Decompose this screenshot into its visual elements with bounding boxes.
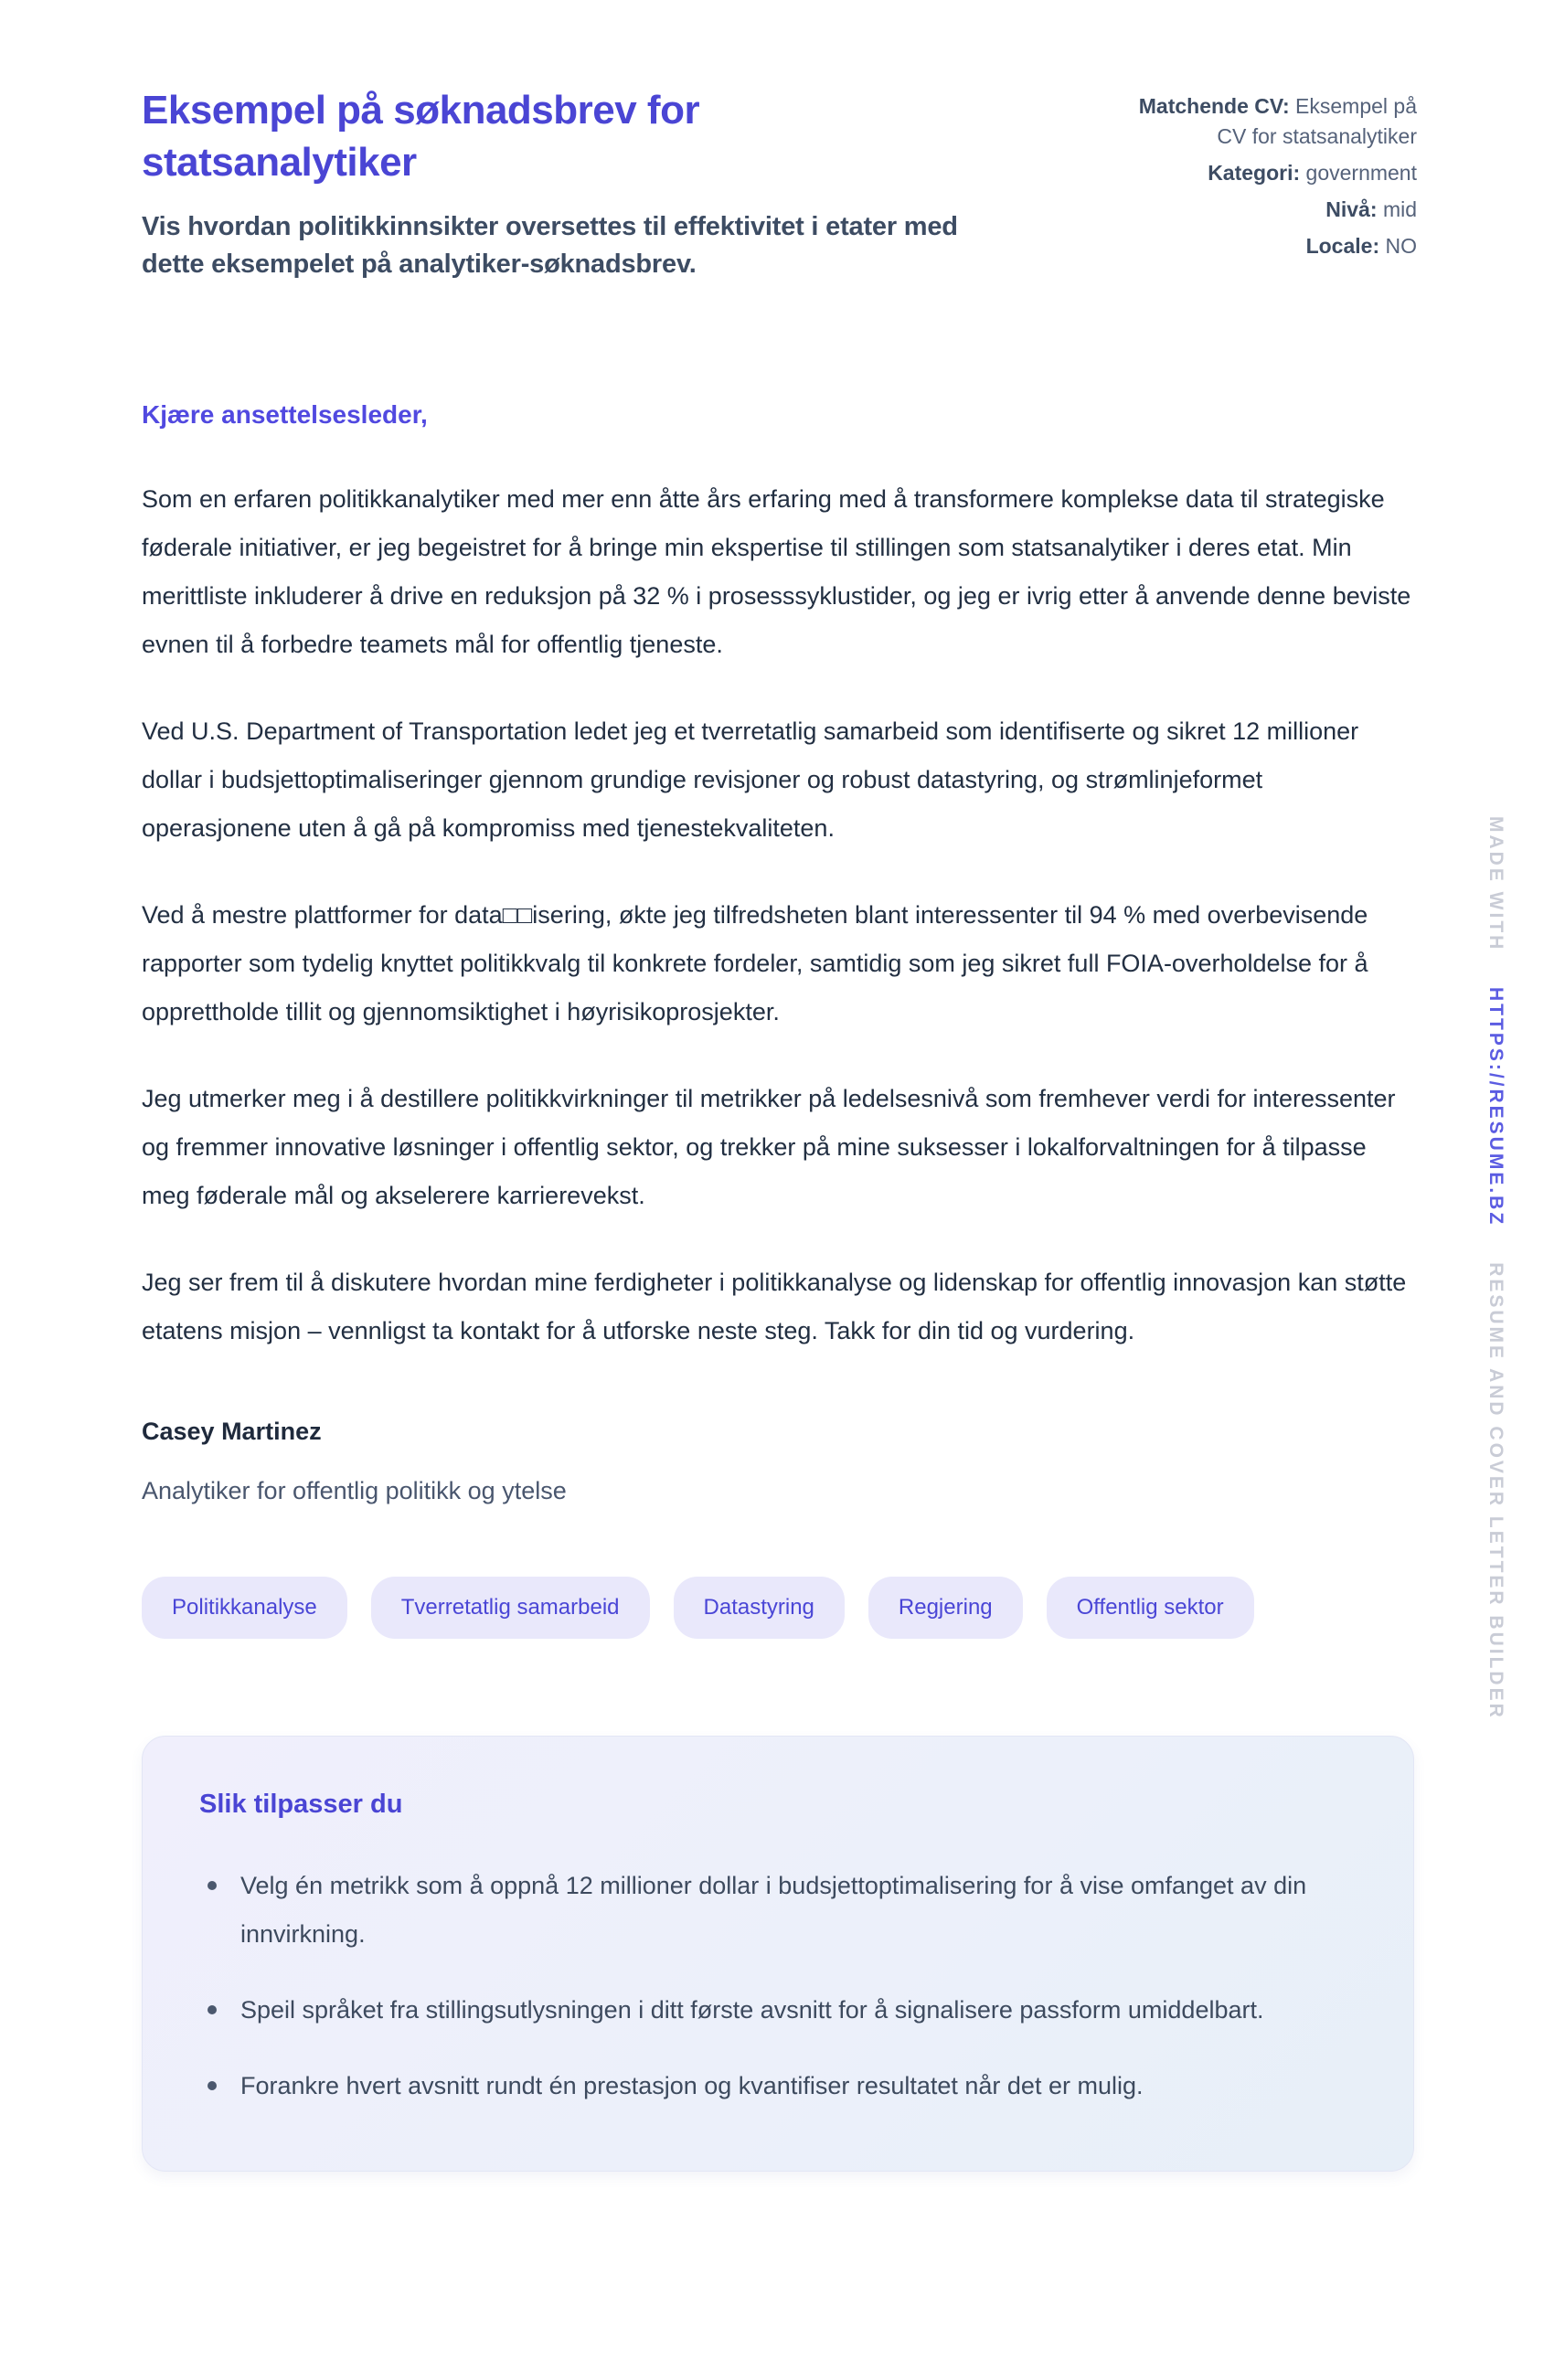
meta-matching-cv [1134, 91, 1417, 152]
page-subtitle: Vis hvordan politikkinnsikter oversettes til effektivitet i etater med dette eksempelet på analytiker-søknadsbrev. [142, 212, 958, 279]
letter-signature [142, 1418, 1417, 1505]
letter-paragraph: Jeg ser frem til å diskutere hvordan mine ferdigheter i politikkanalyse og lidenskap for offentlig innovasjon kan støtte etatens misjon – vennligst ta kontakt for å utforske neste steg. Takk for din tid og vurdering. [142, 1269, 1407, 1344]
meta-category-label: Kategori: [1208, 161, 1301, 185]
tag-list [142, 1577, 1417, 1639]
tip-item: Velg én metrikk som å oppnå 12 millioner dollar i budsjettoptimalisering for å vise omfanget av din innvirkning. [199, 1862, 1324, 1959]
page-content [142, 0, 1417, 2172]
tag-tverretatlig-samarbeid[interactable]: Tverretatlig samarbeid [371, 1577, 650, 1639]
watermark-suffix: RESUME AND COVER LETTER BUILDER [1485, 1262, 1506, 1720]
letter-greeting: Kjære ansettelsesleder, [142, 400, 428, 429]
tip-item: Speil språket fra stillingsutlysningen i ditt første avsnitt for å signalisere passform umiddelbart. [199, 1986, 1324, 2035]
signature-role: Analytiker for offentlig politikk og ytelse [142, 1477, 567, 1504]
meta-locale [1134, 231, 1417, 261]
header [142, 84, 1417, 283]
letter-paragraph: Ved U.S. Department of Transportation ledet jeg et tverretatlig samarbeid som identifiserte og sikret 12 millioner dollar i budsjettoptimaliseringer gjennom grundige revisjoner og robust datastyring, og strømlinjeformet operasjonene uten å gå på kompromiss med tjenestekvaliteten. [142, 717, 1359, 842]
signature-name: Casey Martinez [142, 1418, 322, 1445]
meta-locale-value: NO [1385, 234, 1417, 258]
meta-category-value: government [1305, 161, 1417, 185]
made-with-watermark [1485, 816, 1506, 1720]
meta-locale-label: Locale: [1305, 234, 1380, 258]
letter-paragraph: Jeg utmerker meg i å destillere politikkvirkninger til metrikker på ledelsesnivå som fremhever verdi for interessenter og fremmer innovative løsninger i offentlig sektor, og trekker på mine suksesser i lokalforvaltningen for å tilpasse meg føderale mål og akselerere karrierevekst. [142, 1085, 1396, 1209]
tips-title: Slik tilpasser du [199, 1790, 403, 1819]
meta-matching-cv-label: Matchende CV: [1138, 94, 1290, 118]
page-title: Eksempel på søknadsbrev for statsanalytiker [142, 88, 700, 185]
meta-level-value: mid [1382, 197, 1417, 221]
tips-list [199, 1862, 1357, 2110]
tag-offentlig-sektor[interactable]: Offentlig sektor [1047, 1577, 1254, 1639]
example-metadata [1134, 84, 1417, 268]
tag-regjering[interactable]: Regjering [868, 1577, 1023, 1639]
meta-matching-cv-value: Eksempel på CV for statsanalytiker [1217, 94, 1417, 148]
header-title-block [142, 84, 969, 283]
watermark-prefix: MADE WITH [1485, 816, 1506, 952]
meta-category [1134, 158, 1417, 188]
cover-letter-body [142, 400, 1417, 1505]
meta-level [1134, 195, 1417, 225]
customization-tips-box [142, 1736, 1414, 2172]
letter-paragraph: Som en erfaren politikkanalytiker med mer enn åtte års erfaring med å transformere komplekse data til strategiske føderale initiativer, er jeg begeistret for å bringe min ekspertise til stillingen som statsanalytiker i deres etat. Min merittliste inkluderer å drive en reduksjon på 32 % i prosesssyklustider, og jeg er ivrig etter å anvende denne beviste evnen til å forbedre teamets mål for offentlig tjeneste. [142, 485, 1411, 658]
meta-level-label: Nivå: [1325, 197, 1378, 221]
letter-paragraph: Ved å mestre plattformer for data□□isering, økte jeg tilfredsheten blant interessenter til 94 % med overbevisende rapporter som tydelig knyttet politikkvalg til konkrete fordeler, samtidig som jeg sikret full FOIA-overholdelse for å opprettholde tillit og gjennomsiktighet i høyrisikoprosjekter. [142, 901, 1368, 1025]
tag-datastyring[interactable]: Datastyring [674, 1577, 845, 1639]
watermark-link[interactable]: HTTPS://RESUME.BZ [1485, 987, 1506, 1227]
tip-item: Forankre hvert avsnitt rundt én prestasjon og kvantifiser resultatet når det er mulig. [199, 2062, 1324, 2110]
tag-politikkanalyse[interactable]: Politikkanalyse [142, 1577, 347, 1639]
